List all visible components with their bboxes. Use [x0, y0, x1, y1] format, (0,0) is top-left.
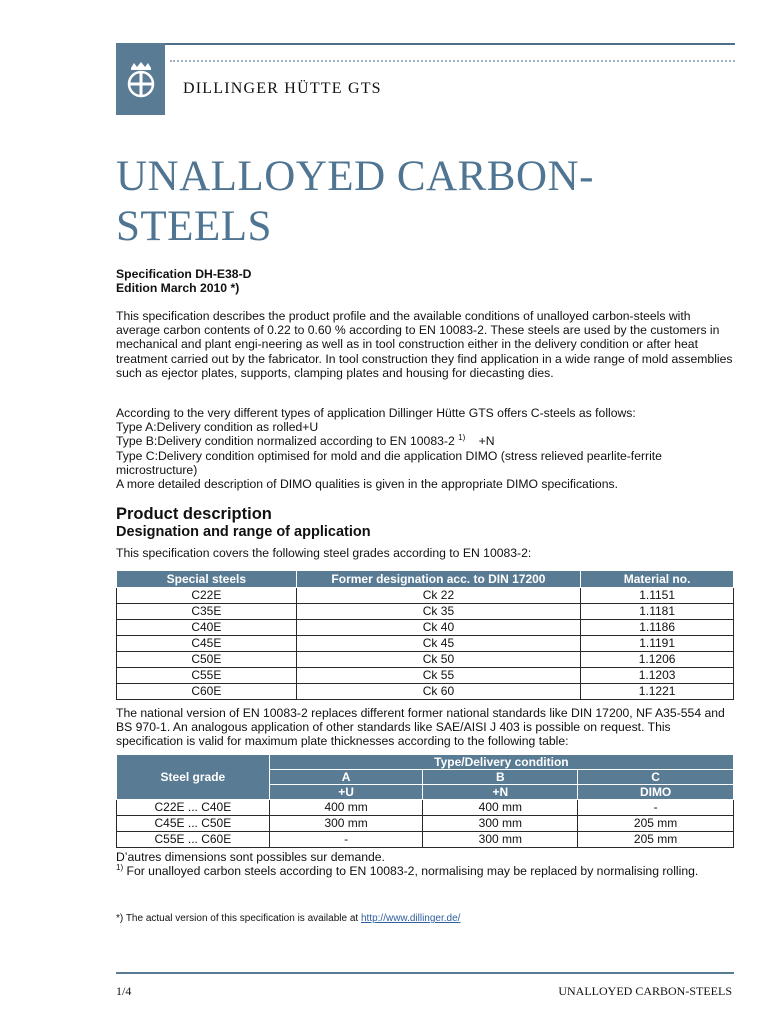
spec-block [116, 267, 736, 295]
title-line-1: UNALLOYED CARBON- [116, 153, 594, 200]
material-no-cell: 1.1186 [581, 620, 734, 636]
actual-version-note [116, 913, 736, 924]
material-no-cell: 1.1206 [581, 652, 734, 668]
type-c: Type C:Delivery condition optimised for mold and die application DIMO (stress relieved pearlite-ferrite microstructure) [116, 448, 662, 477]
material-no-cell: 1.1181 [581, 604, 734, 620]
table-row [117, 620, 734, 636]
grade-range-cell: C22E ... C40E [117, 800, 270, 816]
header-rule [165, 43, 735, 45]
intro-paragraph: This specification describes the product profile and the available conditions of unalloyed carbon-steels with average carbon contents of 0.22 to 0.60 % according to EN 10083-2. These steels are used by the customers in mechanical and plant engi-neering as well as in tool construction either in the delivery condition or after heat treatment carried out by the fabricator. In tool construction they find application in a wide range of mold assemblies such as ejector plates, supports, clamping plates and housing for diecasting dies. [116, 309, 733, 380]
former-designation-cell: Ck 40 [296, 620, 581, 636]
steel-grade-header: Steel grade [117, 755, 270, 800]
grades-table [116, 570, 734, 700]
grade-cell: C60E [117, 684, 297, 700]
material-no-cell: 1.1151 [581, 588, 734, 604]
grade-range-cell: C45E ... C50E [117, 816, 270, 832]
former-designation-cell: Ck 55 [296, 668, 581, 684]
table-row [117, 668, 734, 684]
spec-number: Specification DH-E38-D [116, 267, 252, 281]
type-b-text: Type B:Delivery condition normalized according to EN 10083-2 [116, 434, 455, 449]
actual-version-text: *) The actual version of this specification is available at [116, 913, 359, 924]
grades-header: Special steels [117, 571, 297, 588]
grade-cell: C50E [117, 652, 297, 668]
table-row [117, 816, 734, 832]
condition-header: DIMO [578, 785, 734, 800]
table-row [117, 604, 734, 620]
former-designation-cell: Ck 60 [296, 684, 581, 700]
type-b [116, 434, 736, 448]
product-subheading: Designation and range of application [116, 524, 371, 540]
grade-cell: C45E [117, 636, 297, 652]
table-row [117, 636, 734, 652]
condition-header: +N [423, 785, 578, 800]
thickness-cell: 300 mm [423, 816, 578, 832]
grade-cell: C40E [117, 620, 297, 636]
national-paragraph: The national version of EN 10083-2 replaces different former national standards like DIN 17200, NF A35-554 and BS 970-1. An analogous application of other standards like SAE/AISI J 403 is possible on request. This specification is valid for maximum plate thicknesses according to the following table: [116, 706, 725, 749]
header-dotted-rule [170, 60, 735, 62]
grades-header: Material no. [581, 571, 734, 588]
grade-cell: C35E [117, 604, 297, 620]
product-lead: This specification covers the following steel grades according to EN 10083-2: [116, 546, 532, 560]
brand-name: DILLINGER HÜTTE GTS [183, 80, 382, 97]
thickness-cell: 300 mm [423, 832, 578, 848]
footer-title: UNALLOYED CARBON-STEELS [558, 984, 732, 998]
type-b-tail: +N [478, 434, 495, 449]
thickness-cell: 300 mm [269, 816, 423, 832]
types-block [116, 406, 736, 491]
type-header: C [578, 770, 734, 785]
type-header: A [269, 770, 423, 785]
table-row [117, 832, 734, 848]
grade-range-cell: C55E ... C60E [117, 832, 270, 848]
former-designation-cell: Ck 50 [296, 652, 581, 668]
grade-cell: C55E [117, 668, 297, 684]
former-designation-cell: Ck 35 [296, 604, 581, 620]
footer-rule [116, 972, 734, 974]
dimensions-note: D’autres dimensions sont possibles sur demande. [116, 850, 385, 864]
table-row [117, 588, 734, 604]
table-row [117, 684, 734, 700]
footnote [116, 864, 736, 878]
condition-header: +U [269, 785, 423, 800]
spec-edition: Edition March 2010 *) [116, 281, 240, 296]
dillinger-link[interactable]: http://www.dillinger.de/ [360, 913, 461, 924]
footnote-mark: 1) [116, 863, 124, 873]
page-number: 1/4 [116, 984, 132, 998]
material-no-cell: 1.1221 [581, 684, 734, 700]
title-line-2: STEELS [116, 203, 272, 250]
thickness-cell: 400 mm [423, 800, 578, 816]
product-heading: Product description [116, 505, 272, 523]
grade-cell: C22E [117, 588, 297, 604]
type-delivery-header: Type/Delivery condition [269, 755, 733, 770]
notes-block [116, 850, 736, 878]
type-a: Type A:Delivery condition as rolled+U [116, 420, 319, 435]
thickness-cell: 205 mm [578, 832, 734, 848]
footnote-text: For unalloyed carbon steels according to EN 10083-2, normalising may be replaced by normalising rolling. [126, 864, 699, 879]
thickness-cell: 205 mm [578, 816, 734, 832]
types-more: A more detailed description of DIMO qualities is given in the appropriate DIMO specifications. [116, 477, 618, 492]
material-no-cell: 1.1191 [581, 636, 734, 652]
grades-header: Former designation acc. to DIN 17200 [296, 571, 581, 588]
type-b-footnote-mark: 1) [458, 433, 466, 443]
former-designation-cell: Ck 45 [296, 636, 581, 652]
types-lead: According to the very different types of application Dillinger Hütte GTS offers C-steels as follows: [116, 406, 636, 420]
thickness-table [116, 754, 734, 848]
page-title [116, 152, 736, 252]
thickness-cell: - [269, 832, 423, 848]
thickness-cell: - [578, 800, 734, 816]
table-row [117, 652, 734, 668]
table-row [117, 800, 734, 816]
thickness-header-row [117, 755, 734, 770]
brand-logo [116, 43, 165, 115]
crown-shield-icon [123, 59, 159, 99]
material-no-cell: 1.1203 [581, 668, 734, 684]
thickness-cell: 400 mm [269, 800, 423, 816]
type-header: B [423, 770, 578, 785]
former-designation-cell: Ck 22 [296, 588, 581, 604]
grades-header-row [117, 571, 734, 588]
